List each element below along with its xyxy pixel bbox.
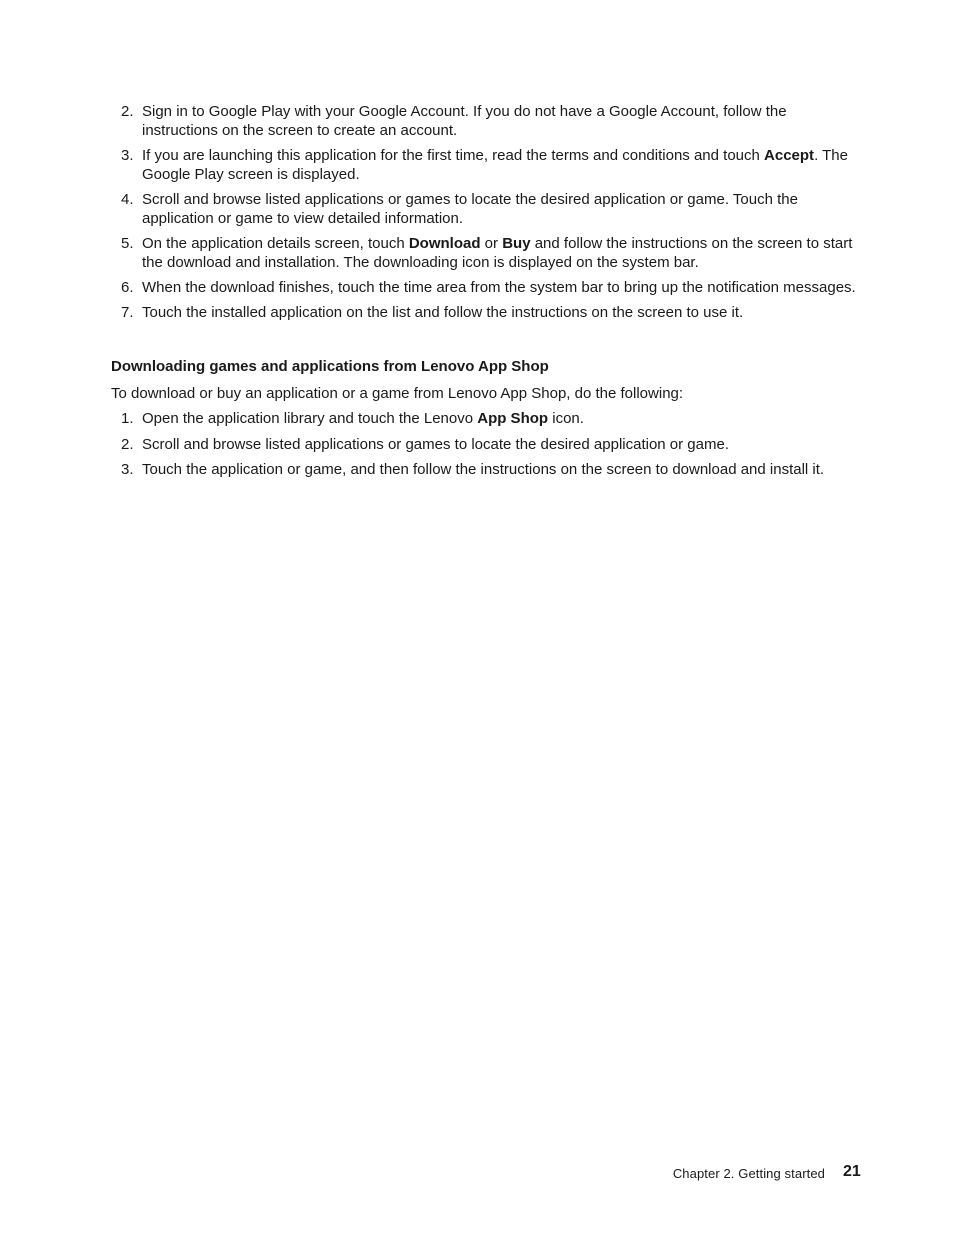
text-run: . The Google Play screen is displayed.: [142, 147, 848, 183]
emphasized-term: Buy: [502, 235, 531, 252]
list-item-text: [142, 279, 856, 296]
list-item: [0, 146, 862, 184]
text-run: Scroll and browse listed applications or games to locate the desired application or game. Touch the application or game to view detailed information.: [142, 191, 798, 227]
list-item: [0, 278, 862, 297]
list-item-text: [142, 235, 852, 271]
list-item-text: [142, 103, 787, 139]
emphasized-term: App Shop: [477, 410, 549, 427]
text-run: Open the application library and touch the Lenovo: [142, 410, 478, 427]
list-item-number: 3.: [121, 461, 134, 478]
list-item-text: [142, 147, 848, 183]
list-item-text: [142, 436, 729, 453]
list-item-number: 1.: [121, 410, 134, 427]
list-item: [0, 409, 862, 428]
text-run: Touch the installed application on the list and follow the instructions on the screen to use it.: [142, 304, 744, 321]
list-item-text: [142, 191, 798, 227]
google-play-steps-list: [0, 102, 862, 328]
emphasized-term: Download: [408, 235, 481, 252]
list-item: [0, 303, 862, 322]
list-item-text: [142, 461, 824, 478]
list-item-number: 7.: [121, 304, 134, 321]
list-item-text: [142, 304, 743, 321]
text-run: If you are launching this application for the first time, read the terms and conditions and touch: [142, 147, 765, 164]
text-run: or: [480, 235, 503, 252]
list-item-number: 3.: [121, 147, 134, 164]
intro-paragraph: To download or buy an application or a game from Lenovo App Shop, do the following:: [111, 385, 684, 402]
list-item: [0, 460, 862, 479]
text-run: icon.: [548, 410, 584, 427]
text-run: Sign in to Google Play with your Google Account. If you do not have a Google Account, follow the instructions on the screen to create an account.: [142, 103, 787, 139]
list-item: [0, 102, 862, 140]
app-shop-steps-list: [0, 409, 862, 486]
list-item-number: 4.: [121, 191, 134, 208]
list-item-number: 2.: [121, 435, 134, 453]
text-run: and follow the instructions on the screen to start the download and installation. The downloading icon is displayed on the system bar.: [142, 235, 853, 271]
page-number: 21: [843, 1163, 861, 1180]
section-heading: Downloading games and applications from Lenovo App Shop: [111, 358, 549, 375]
list-item: [0, 190, 862, 228]
text-run: When the download finishes, touch the time area from the system bar to bring up the notification messages.: [142, 279, 856, 296]
list-item-number: 5.: [121, 235, 134, 252]
text-run: Touch the application or game, and then follow the instructions on the screen to download and install it.: [142, 461, 825, 478]
list-item-text: [142, 410, 584, 427]
footer-chapter-title: Chapter 2. Getting started: [672, 1166, 825, 1181]
text-run: Scroll and browse listed applications or games to locate the desired application or game.: [142, 435, 729, 453]
emphasized-term: Accept: [764, 147, 815, 164]
list-item: [0, 435, 862, 454]
list-item: [0, 234, 862, 272]
list-item-number: 2.: [121, 103, 134, 120]
text-run: On the application details screen, touch: [142, 235, 409, 252]
list-item-number: 6.: [121, 279, 134, 296]
